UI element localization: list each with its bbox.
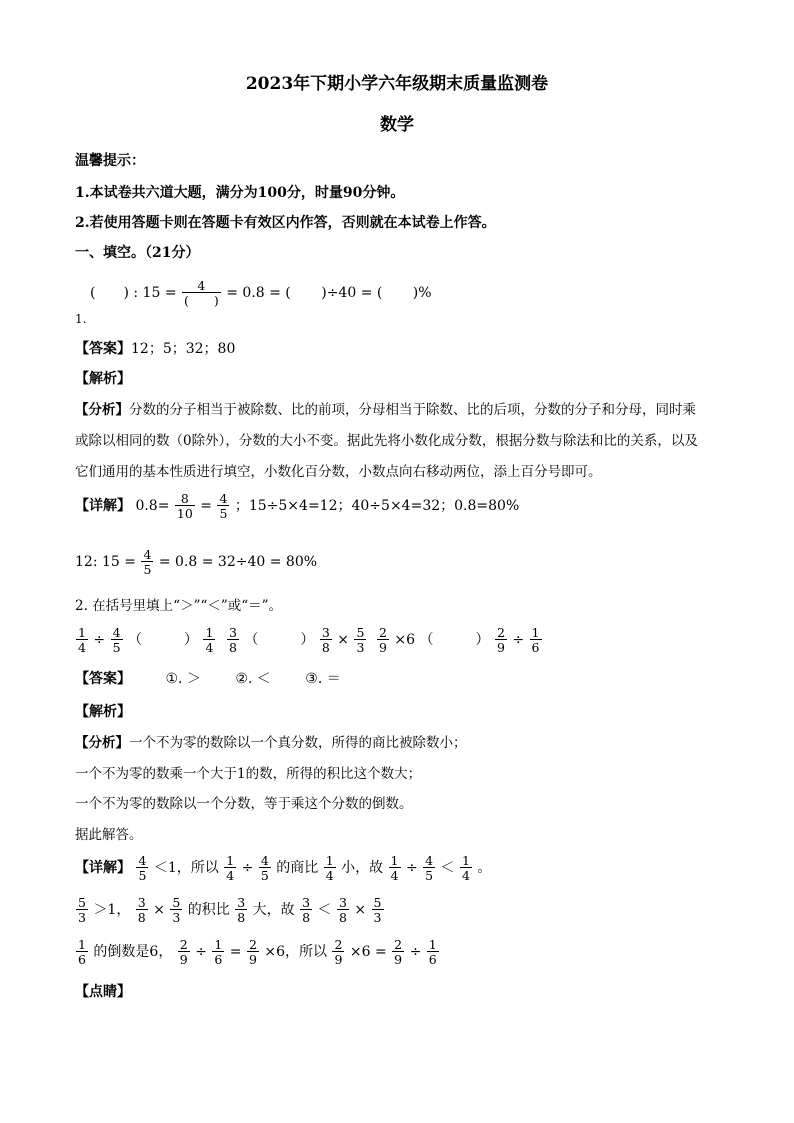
- q2-fenxi-3: 一个不为零的数除以一个分数，等于乘这个分数的倒数。: [75, 796, 413, 812]
- subject-title: 数学: [380, 115, 414, 135]
- tips-line-1: 1.本试卷共六道大题，满分为100分，时量90分钟。: [75, 185, 405, 201]
- q2-detail-2: $\frac{5}{3}$ ＞1， $\frac{3}{8}$ × $\frac{5}{3}$ 的积比 $\frac{3}{8}$ 大，故 $\frac{3}{8}$ ＜ $\frac{3}{8}$ × $\frac{5}{3}$: [78, 895, 382, 926]
- tips-line-2: 2.若使用答题卡则在答题卡有效区内作答，否则就在本试卷上作答。: [75, 215, 496, 231]
- q1-equation: [90, 279, 432, 307]
- q1-fenxi-3: 它们通用的基本性质进行填空，小数化百分数，小数点向右移动两位，添上百分号即可。: [75, 464, 602, 480]
- q1-ratio: : 15 =: [133, 285, 177, 302]
- tips-heading: 温馨提示：: [75, 153, 145, 169]
- q2-expr-2: $\frac{3}{8}$ （ ） $\frac{3}{8}$ × $\frac{5}{3}$: [229, 625, 365, 656]
- q1-number: 1.: [75, 312, 87, 326]
- q2-fenxi-1: 【分析】一个不为零的数除以一个真分数，所得的商比被除数小；: [75, 735, 467, 751]
- q1-blank-1: ( ): [90, 285, 129, 302]
- q1-final: 12: 15 = $\frac{4}{5}$ = 0.8 = 32÷40 = 80%: [75, 547, 318, 578]
- q1-eq2: )÷40 = (: [321, 285, 383, 302]
- q1-percent: )%: [412, 285, 432, 302]
- q2-analysis-tag: 【解析】: [75, 704, 131, 720]
- q1-answer: 【答案】12；5；32；80: [75, 341, 236, 357]
- q1-fenxi-1: 【分析】分数的分子相当于被除数、比的前项，分母相当于除数、比的后项，分数的分子和分母，同时乘: [75, 402, 696, 418]
- q2-dianjing-tag: 【点睛】: [75, 984, 131, 1000]
- section-heading: 一、填空。（21分）: [75, 245, 200, 261]
- q2-detail-1: 【详解】 $\frac{4}{5}$ ＜1，所以 $\frac{1}{4}$ ÷ $\frac{4}{5}$ 的商比 $\frac{1}{4}$ 小，故 $\frac{1}{4}$ ÷ $\frac{4}{5}$ ＜ $\frac{1}{4}$ 。: [75, 853, 492, 884]
- q2-fenxi-4: 据此解答。: [75, 827, 143, 843]
- q1-analysis-tag: 【解析】: [75, 371, 131, 387]
- q2-answer: 【答案】 ①. ＞ ②. ＜ ③. ＝: [75, 671, 341, 687]
- q1-fenxi-2: 或除以相同的数（0除外），分数的大小不变。据此先将小数化成分数，根据分数与除法和比的关系，以及: [75, 433, 698, 449]
- q2-expr-1: $\frac{1}{4}$ ÷ $\frac{4}{5}$ （ ） $\frac{1}{4}$: [78, 625, 214, 656]
- q1-eq1: = 0.8 = (: [226, 285, 291, 302]
- page-title: 2023年下期小学六年级期末质量监测卷: [245, 74, 549, 94]
- q1-detail: 【详解】 0.8= $\frac{8}{10}$ = $\frac{4}{5}$ ；15÷5×4=12；40÷5×4=32；0.8=80%: [75, 491, 520, 522]
- q2-detail-3: $\frac{1}{6}$ 的倒数是6， $\frac{2}{9}$ ÷ $\frac{1}{6}$ = $\frac{2}{9}$ ×6，所以 $\frac{2}{9}$ ×6 = $\frac{2}{9}$ ÷ $\frac{1}{6}$: [78, 937, 437, 968]
- q2-fenxi-2: 一个不为零的数乘一个大于1的数，所得的积比这个数大；: [75, 766, 422, 782]
- q1-fraction: 4 ( ): [184, 278, 219, 309]
- q2-prompt: 2. 在括号里填上“＞”“＜”或“＝”。: [75, 598, 283, 614]
- q2-expr-3: $\frac{2}{9}$ ×6 （ ） $\frac{2}{9}$ ÷ $\frac{1}{6}$: [379, 625, 540, 656]
